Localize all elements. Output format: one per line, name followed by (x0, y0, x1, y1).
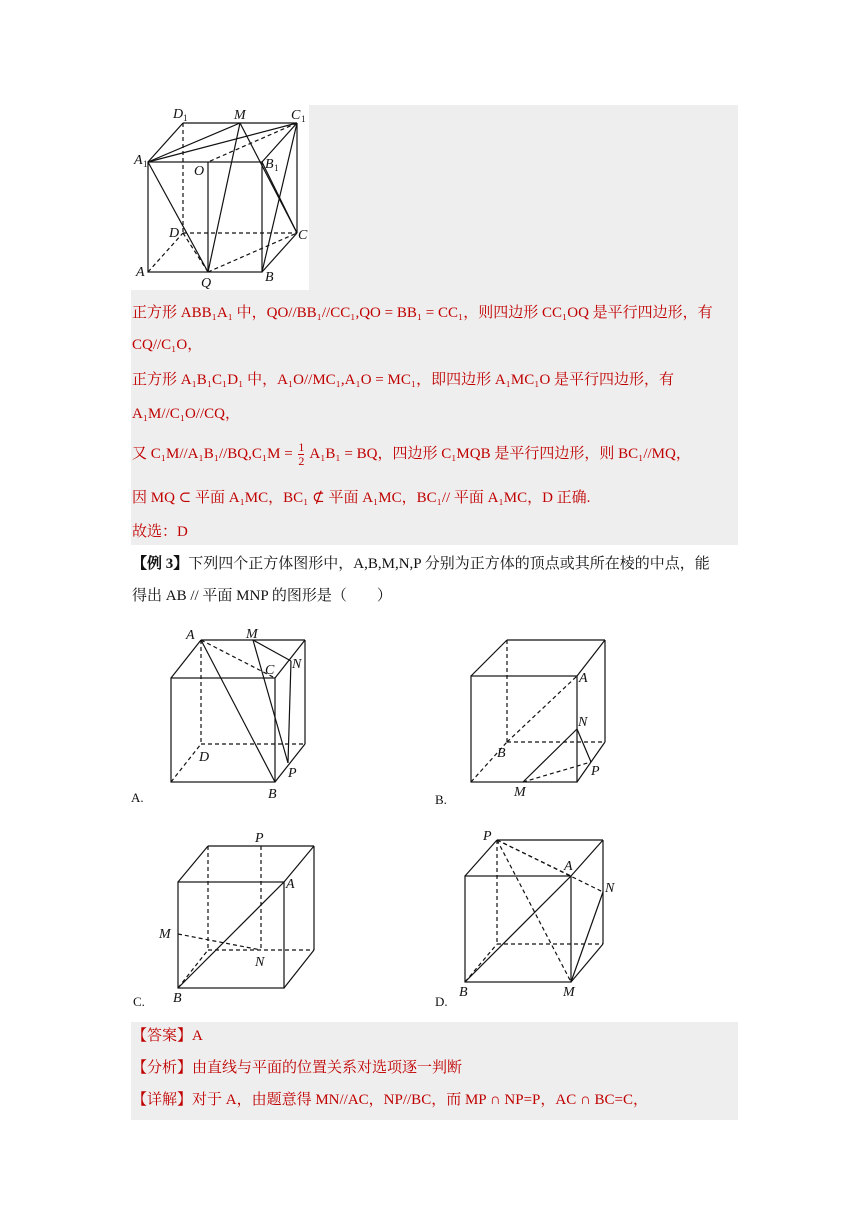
option-c-label-N: N (255, 955, 265, 970)
example-line-1 (132, 554, 710, 574)
example-tag: 【例 3】 (132, 556, 189, 572)
svg-text:1: 1 (301, 114, 306, 124)
example-line-2: 得出 AB // 平面 MNP 的图形是（ ） (132, 588, 392, 604)
option-a-label-A: A (186, 628, 195, 643)
option-d-label-M: M (563, 985, 575, 1000)
option-d-tag: D. (435, 994, 448, 1009)
option-a-label-M: M (246, 627, 258, 642)
option-d-label-N: N (605, 881, 615, 896)
option-d-label-B: B (459, 985, 468, 1000)
option-a-label-P: P (288, 766, 297, 781)
option-c-label-A: A (286, 877, 295, 892)
option-d-label-A: A (564, 859, 573, 874)
option-b-label-A: A (579, 671, 588, 686)
fraction-half: $\frac{1}{2}$ (298, 440, 305, 468)
solution-line-3: 正方形 A₁B₁C₁D₁ 中，A₁O//MC₁,A₁O = MC₁，即四边形 A₁MC₁O 是平行四边形，有 (132, 372, 675, 388)
option-c-tag: C. (133, 994, 145, 1009)
label-D1: D (173, 107, 184, 122)
option-a-label-C: C (265, 663, 275, 678)
solution-line-6: 因 MQ ⊂ 平面 A₁MC，BC₁ ⊄ 平面 A₁MC，BC₁// 平面 A₁MC，D 正确. (132, 490, 591, 506)
option-a-tag: A. (131, 790, 144, 805)
svg-text:1: 1 (183, 113, 188, 123)
option-b-label-M: M (514, 785, 526, 800)
solution-line-7: 故选：D (132, 524, 188, 540)
solution-line-4: A₁M//C₁O//CQ， (132, 406, 240, 422)
option-a-label-B: B (268, 787, 277, 802)
label-D: D (169, 226, 180, 241)
option-a-label-N: N (292, 657, 302, 672)
label-M: M (234, 108, 246, 123)
solution-line-2: CQ//C₁O， (132, 337, 203, 353)
example-text-1: 下列四个正方体图形中，A,B,M,N,P 分别为正方体的顶点或其所在棱的中点，能 (188, 556, 710, 572)
solution-line-5b: A₁B₁ = BQ，四边形 C₁MQB 是平行四边形，则 BC₁//MQ， (309, 445, 691, 462)
solution-line-5a: 又 C₁M//A₁B₁//BQ,C₁M = (132, 445, 293, 462)
option-c-label-M: M (159, 927, 171, 942)
label-C: C (298, 228, 308, 243)
option-c-label-B: B (173, 991, 182, 1006)
answer-line-1: 【答案】A (132, 1028, 203, 1044)
option-a-label-D: D (199, 750, 210, 765)
option-d-figure (433, 826, 633, 1012)
option-c-label-P: P (255, 831, 264, 846)
option-b-label-N: N (578, 715, 588, 730)
answer-line-2: 【分析】由直线与平面的位置关系对选项逐一判断 (132, 1060, 463, 1076)
svg-text:1: 1 (143, 159, 148, 169)
option-b-label-P: P (591, 764, 600, 779)
label-C1: C (291, 108, 301, 123)
option-d-label-P: P (483, 829, 492, 844)
option-b-figure (433, 630, 633, 810)
svg-text:1: 1 (274, 163, 279, 173)
option-b-label-B: B (497, 746, 506, 761)
option-b-tag: B. (435, 792, 447, 807)
label-O: O (194, 164, 205, 179)
solution-line-1: 正方形 ABB₁A₁ 中，QO//BB₁//CC₁,QO = BB₁ = CC₁，则四边形 CC₁OQ 是平行四边形，有 (132, 305, 713, 321)
label-A: A (136, 265, 145, 280)
label-B: B (265, 270, 274, 285)
label-Q: Q (201, 276, 212, 290)
option-c-figure (131, 826, 331, 1012)
solution-line-5 (132, 441, 691, 468)
label-A1: A (134, 153, 143, 168)
option-a-figure (131, 620, 331, 810)
answer-line-3: 【详解】对于 A，由题意得 MN//AC，NP//BC，而 MP ∩ NP=P，AC ∩ BC=C， (132, 1092, 649, 1108)
label-B1: B (265, 157, 274, 172)
top-cube-figure (131, 105, 309, 290)
